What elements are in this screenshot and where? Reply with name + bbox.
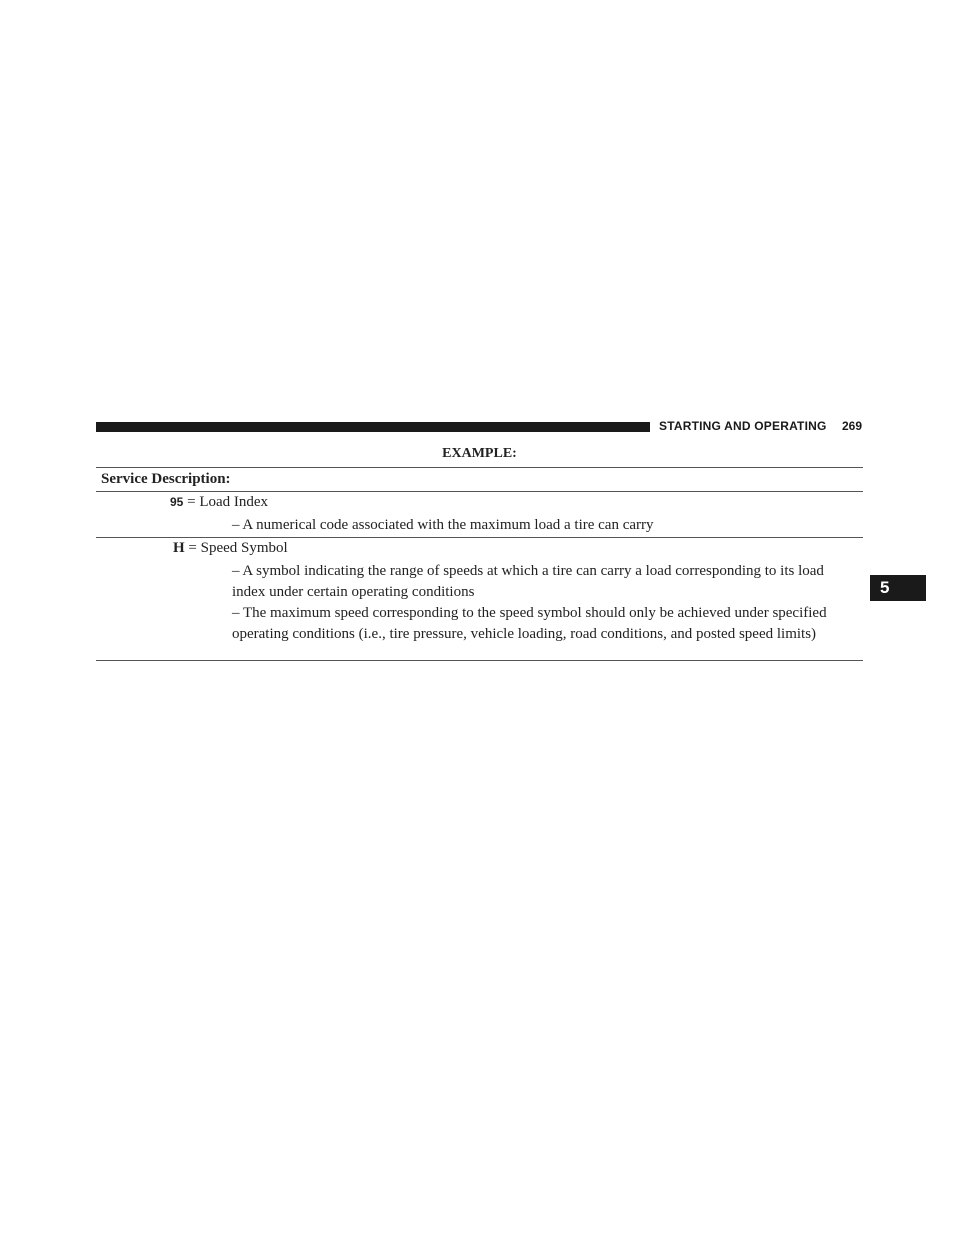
header-bar bbox=[96, 422, 650, 432]
load-index-row bbox=[170, 492, 268, 513]
table-rule-bottom bbox=[96, 660, 863, 661]
speed-symbol-row bbox=[173, 538, 288, 559]
load-index-definition: = Load Index bbox=[187, 494, 269, 510]
speed-symbol-note: – The maximum speed corresponding to the speed symbol should only be achieved under specified operating conditions (i.e., tire pressure, vehicle loading, road conditions, and posted speed limits) bbox=[232, 605, 827, 642]
section-title: STARTING AND OPERATING bbox=[659, 419, 827, 433]
load-index-code: 95 bbox=[170, 495, 184, 509]
chapter-tab: 5 bbox=[870, 575, 926, 601]
load-index-description: – A numerical code associated with the maximum load a tire can carry bbox=[232, 517, 654, 533]
speed-symbol-definition: = Speed Symbol bbox=[188, 540, 288, 556]
speed-symbol-description: – A symbol indicating the range of speeds at which a tire can carry a load corresponding to its load index under certain operating conditions bbox=[232, 563, 824, 600]
page-number: 269 bbox=[842, 419, 863, 433]
speed-symbol-code: H bbox=[173, 540, 185, 556]
table-rule-top bbox=[96, 467, 863, 468]
table-title: EXAMPLE: bbox=[442, 446, 517, 461]
service-description-label: Service Description: bbox=[101, 471, 231, 487]
